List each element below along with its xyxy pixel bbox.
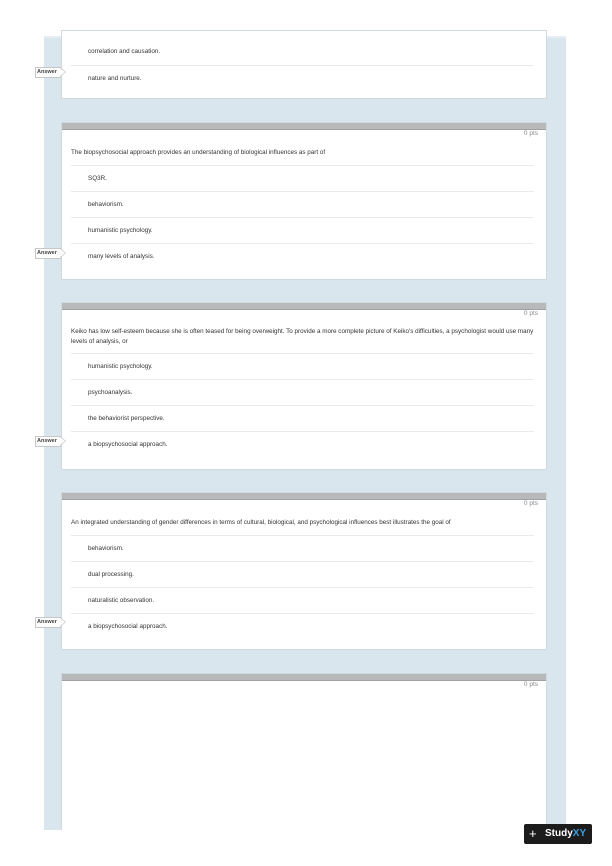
answer-option[interactable] [71, 431, 534, 457]
points-label: 0 pts [523, 500, 538, 507]
answer-option[interactable] [71, 613, 534, 639]
question-card-2 [61, 122, 547, 280]
card-header [62, 674, 546, 681]
option-text: psychoanalysis. [88, 389, 133, 396]
option-text: correlation and causation. [88, 48, 161, 55]
answer-option[interactable] [71, 405, 534, 431]
card-header [62, 303, 546, 310]
question-card-1 [61, 30, 547, 99]
option-text: humanistic psychology. [88, 227, 153, 234]
answer-option[interactable] [71, 587, 534, 613]
answer-marker [35, 67, 66, 80]
studyxy-logo[interactable] [524, 824, 592, 844]
card-header [62, 493, 546, 500]
answer-option[interactable] [71, 39, 534, 65]
plus-icon: + [529, 826, 537, 841]
card-header [62, 123, 546, 130]
answer-marker-label: Answer [37, 438, 57, 444]
answer-option[interactable] [71, 535, 534, 561]
option-text: humanistic psychology. [88, 363, 153, 370]
question-text: Keiko has low self-esteem because she is often teased for being overweight. To provide a more complete picture of Keiko's difficulties, a psychologist would use many levels of analysis, or [71, 328, 534, 345]
answer-option[interactable] [71, 191, 534, 217]
option-text: SQ3R. [88, 175, 107, 182]
answer-marker-label: Answer [37, 250, 57, 256]
option-text: the behaviorist perspective. [88, 415, 165, 422]
option-text: behaviorism. [88, 201, 124, 208]
points-label: 0 pts [523, 681, 538, 688]
points-label: 0 pts [523, 130, 538, 137]
question-card-5 [61, 673, 547, 830]
answer-option[interactable] [71, 379, 534, 405]
option-text: a biopsychosocial approach. [88, 623, 168, 630]
option-text: naturalistic observation. [88, 597, 155, 604]
answer-option[interactable] [71, 165, 534, 191]
option-text: nature and nurture. [88, 75, 142, 82]
answer-marker [35, 617, 66, 630]
option-text: a biopsychosocial approach. [88, 441, 168, 448]
answer-marker-label: Answer [37, 69, 57, 75]
answer-option[interactable] [71, 561, 534, 587]
option-text: many levels of analysis. [88, 253, 155, 260]
option-text: behaviorism. [88, 545, 124, 552]
answer-option[interactable] [71, 243, 534, 269]
question-card-3 [61, 302, 547, 470]
answer-option[interactable] [71, 353, 534, 379]
answer-marker-label: Answer [37, 619, 57, 625]
answer-marker [35, 248, 66, 261]
question-text: An integrated understanding of gender differences in terms of cultural, biological, and psychological influences best illustrates the goal of [71, 519, 451, 526]
question-text: The biopsychosocial approach provides an understanding of biological influences as part of [71, 149, 326, 156]
answer-option[interactable] [71, 217, 534, 243]
answer-option[interactable] [71, 65, 534, 91]
answer-marker [35, 436, 66, 449]
logo-text: StudyXY [545, 828, 587, 839]
points-label: 0 pts [523, 310, 538, 317]
question-card-4 [61, 492, 547, 650]
option-text: dual processing. [88, 571, 134, 578]
